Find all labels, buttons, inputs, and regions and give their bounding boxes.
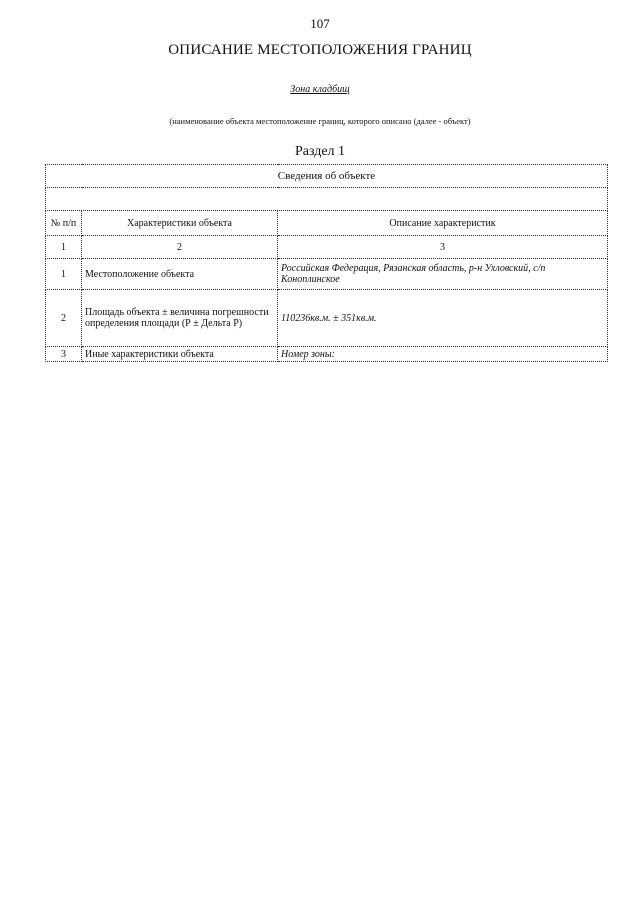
table-heading-row: [46, 165, 608, 188]
column-header-description: Описание характеристик: [278, 211, 608, 236]
row-number: 3: [46, 347, 82, 362]
column-number-3: 3: [278, 236, 608, 259]
document-title: ОПИСАНИЕ МЕСТОПОЛОЖЕНИЯ ГРАНИЦ: [168, 42, 472, 58]
column-header-characteristic: Характеристики объекта: [82, 211, 278, 236]
object-caption: (наименование объекта местоположение границ, которого описано (далее - объект): [169, 116, 471, 126]
row-characteristic: Местоположение объекта: [82, 259, 278, 290]
column-number-1: 1: [46, 236, 82, 259]
column-number-2: 2: [82, 236, 278, 259]
object-name: [0, 84, 640, 95]
column-header-number: № п/п: [46, 211, 82, 236]
row-description: 110236кв.м. ± 351кв.м.: [278, 290, 608, 347]
table-header-row: [46, 211, 608, 236]
table-row: [46, 259, 608, 290]
row-characteristic: Иные характеристики объекта: [82, 347, 278, 362]
table-empty-cell: [46, 188, 608, 211]
object-name-text: Зона кладбищ: [290, 84, 350, 95]
row-description: Российская Федерация, Рязанская область, р-н Ухловский, с/п Коноплинское: [278, 259, 608, 290]
column-number-row: [46, 236, 608, 259]
object-info-table: [45, 164, 608, 362]
row-number: 1: [46, 259, 82, 290]
table-row: [46, 347, 608, 362]
row-number: 2: [46, 290, 82, 347]
table-heading: Сведения об объекте: [46, 165, 608, 188]
row-description: Номер зоны:: [278, 347, 608, 362]
row-characteristic: Площадь объекта ± величина погрешности определения площади (Р ± Дельта Р): [82, 290, 278, 347]
table-row: [46, 290, 608, 347]
page-number: 107: [310, 16, 330, 31]
table-empty-row: [46, 188, 608, 211]
section-title: Раздел 1: [294, 144, 346, 159]
